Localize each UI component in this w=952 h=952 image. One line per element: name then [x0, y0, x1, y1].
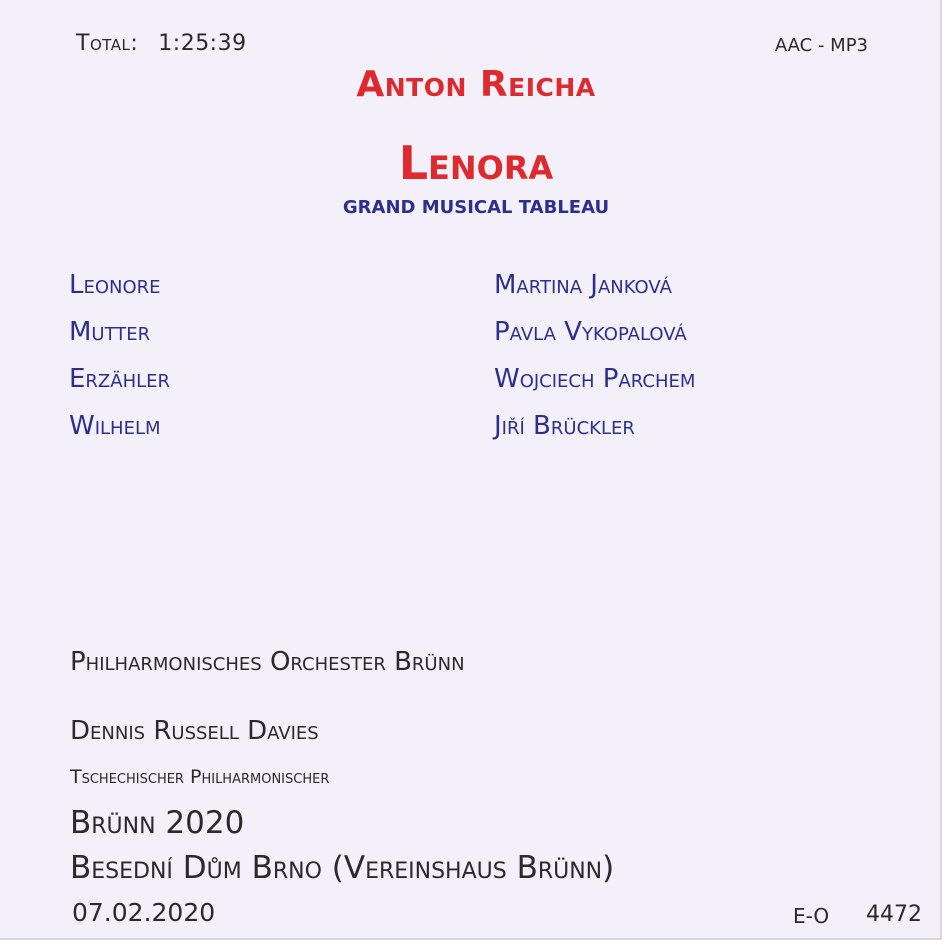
catalog-number: 4472	[866, 902, 922, 927]
recording-place-year: Brünn 2020	[70, 805, 245, 841]
recording-venue: Besední Dům Brno (Vereinshaus Brünn)	[70, 850, 615, 886]
cast-role: Mutter	[69, 317, 151, 347]
audio-format: AAC - MP3	[774, 35, 868, 56]
conductor-note: Tschechischer Philharmonischer	[70, 766, 330, 788]
work-title: Lenora	[398, 136, 554, 190]
cast-singer: Martina Janková	[494, 270, 672, 300]
cast-role: Wilhelm	[69, 411, 161, 441]
conductor-name: Dennis Russell Davies	[70, 716, 319, 746]
work-subtitle: GRAND MUSICAL TABLEAU	[342, 197, 610, 218]
cast-singer: Wojciech Parchem	[494, 364, 696, 394]
cast-singer: Pavla Vykopalová	[494, 317, 687, 347]
cast-role: Erzähler	[69, 364, 171, 394]
total-label: Total:	[76, 31, 139, 56]
catalog-prefix: E-O	[793, 904, 830, 928]
cast-singer: Jiří Brückler	[494, 411, 635, 441]
orchestra-name: Philharmonisches Orchester Brünn	[70, 647, 465, 677]
total-time: 1:25:39	[158, 31, 247, 56]
cast-role: Leonore	[69, 270, 161, 300]
recording-date: 07.02.2020	[72, 898, 216, 927]
total-duration	[76, 31, 247, 56]
composer-name: Anton Reicha	[356, 64, 596, 105]
